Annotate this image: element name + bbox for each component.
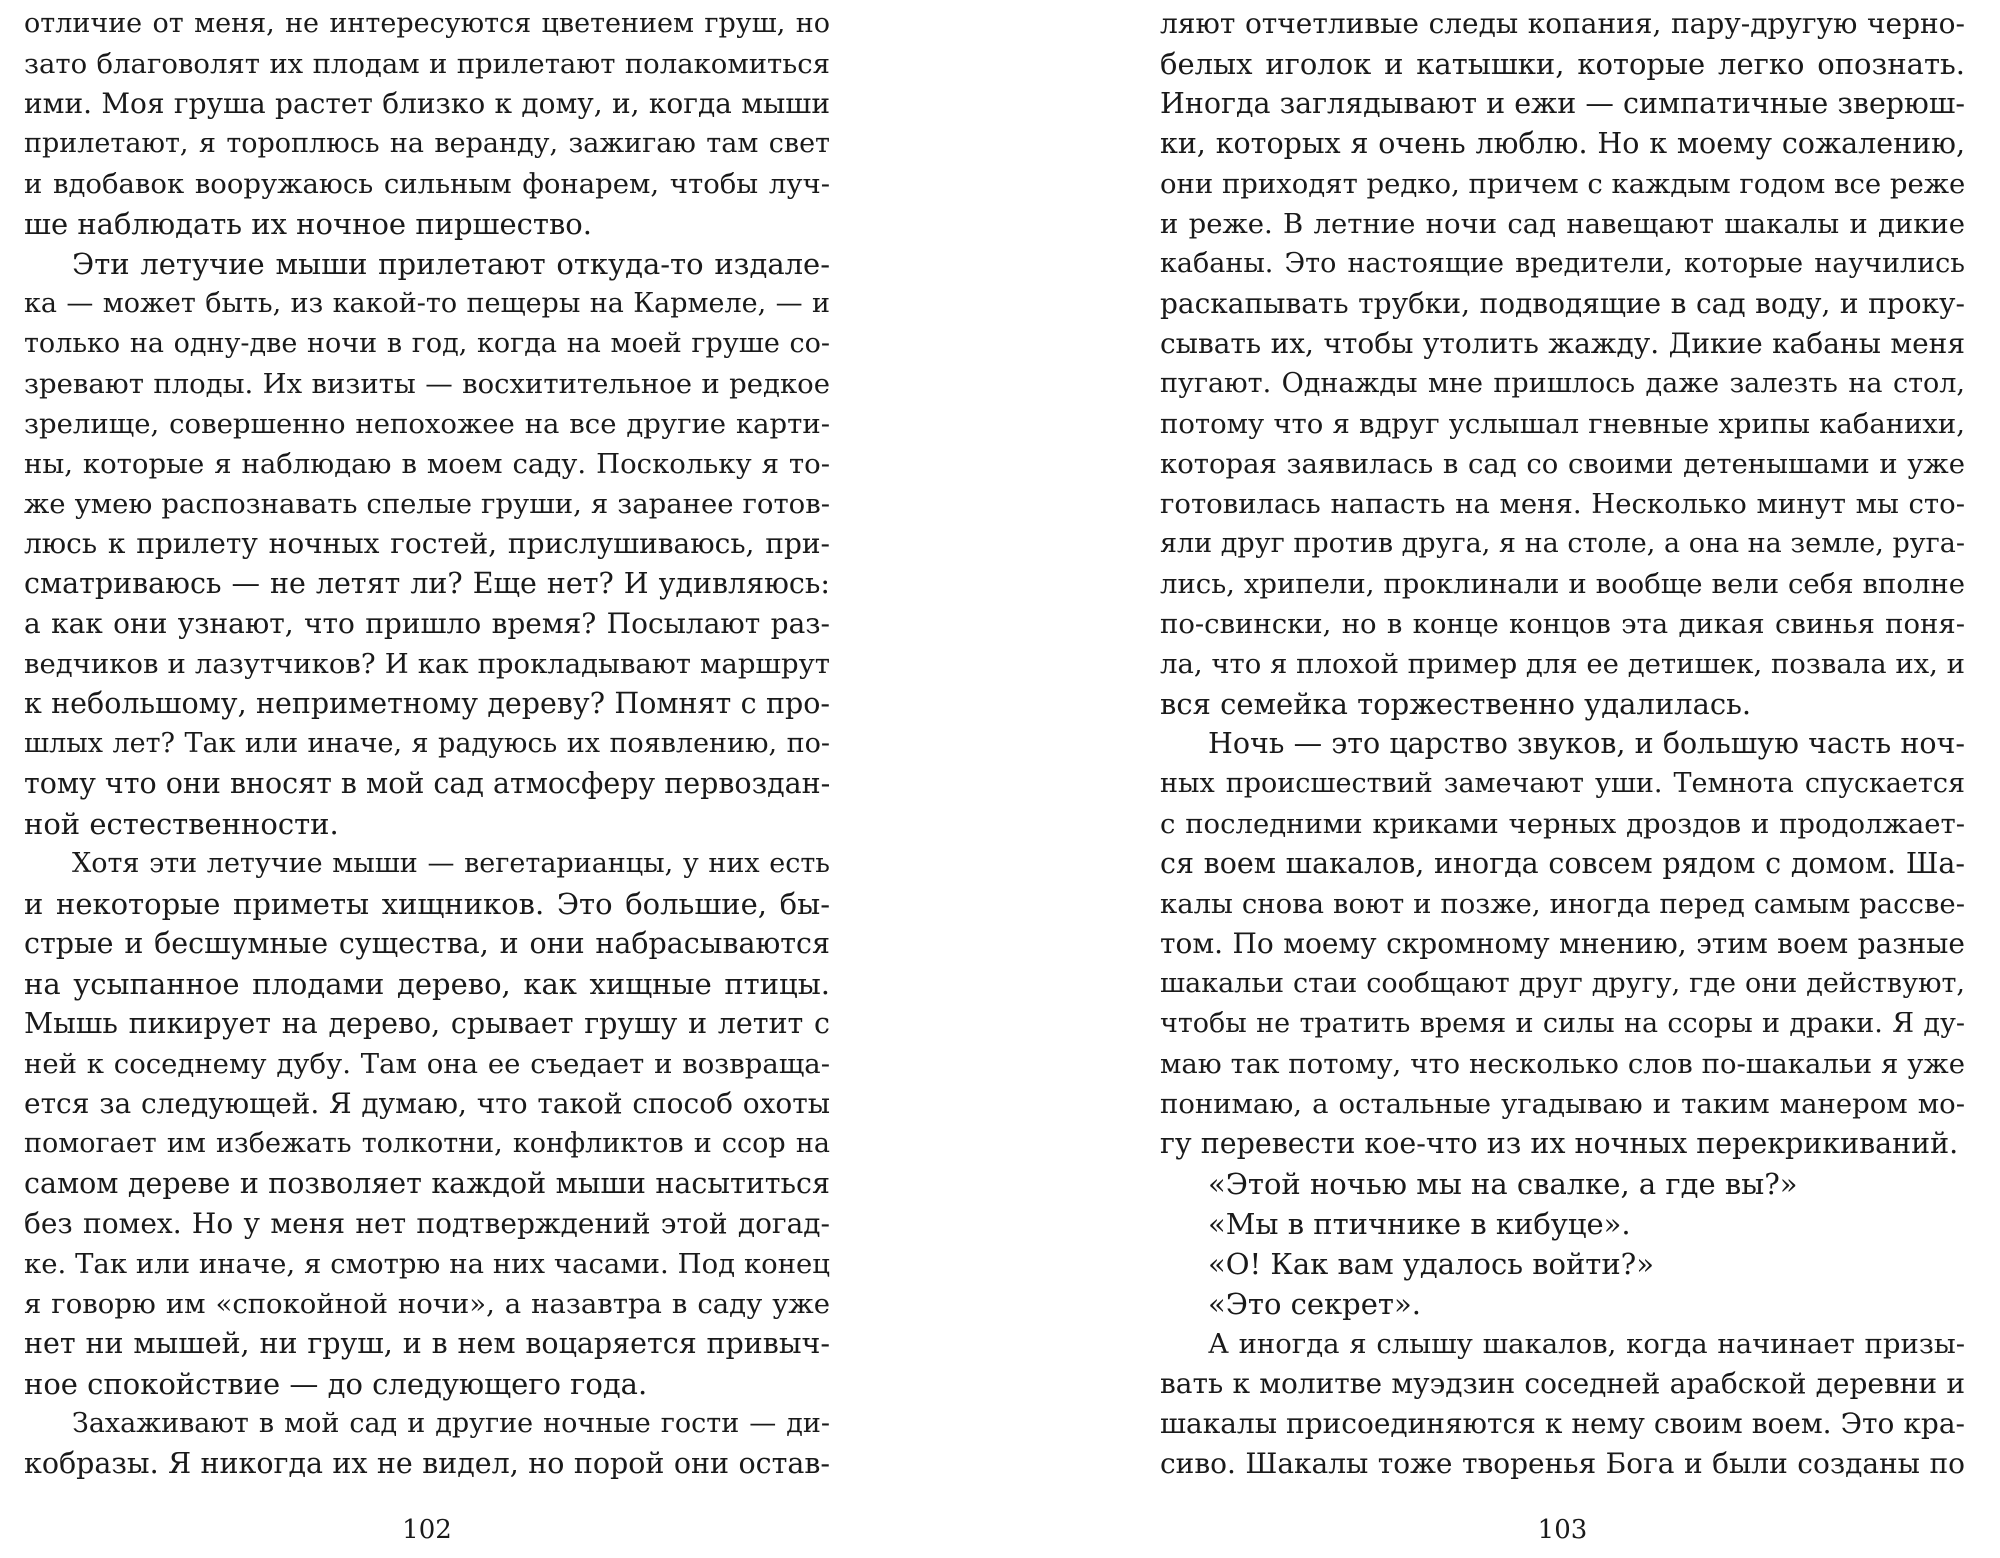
text-line: калы снова воют и позже, иногда перед самым рассве- [1160, 888, 1965, 920]
right-page [1160, 0, 1965, 1558]
text-line: Эти летучие мыши прилетают откуда-то издале- [72, 247, 830, 281]
text-line: по-свински, но в конце концов эта дикая свинья поня- [1160, 608, 1965, 640]
text-line: маю так потому, что несколько слов по-шакальи я уже [1160, 1048, 1965, 1080]
text-line: ны, которые я наблюдаю в моем саду. Поскольку я то- [24, 448, 830, 480]
text-line: ими. Моя груша растет близко к дому, и, когда мыши [24, 87, 830, 120]
text-line: вся семейка торжественно удалилась. [1160, 687, 1752, 721]
text-line: тому что они вносят в мой сад атмосферу первоздан- [24, 767, 831, 800]
text-line: готовилась напасть на меня. Несколько минут мы сто- [1160, 488, 1965, 520]
left-page-text [24, 4, 830, 1484]
right-page-number: 103 [1537, 1515, 1588, 1545]
text-line: «О! Как вам удалось войти?» [1208, 1247, 1654, 1281]
text-line: шакалы присоединяются к нему своим воем. Это кра- [1160, 1407, 1965, 1440]
text-line: кобразы. Я никогда их не видел, но порой они остав- [24, 1447, 830, 1480]
text-line: они приходят редко, причем с каждым годом все реже [1160, 168, 1966, 200]
text-line: на усыпанное плодами дерево, как хищные птицы. [24, 967, 830, 1001]
text-line: гу перевести кое-что из их ночных перекрикиваний. [1160, 1127, 1959, 1160]
text-line: зато благоволят их плодам и прилетают полакомиться [24, 48, 830, 80]
text-line: ведчиков и лазутчиков? И как прокладывают маршрут [24, 648, 830, 680]
text-line: я говорю им «спокойной ночи», а назавтра в саду уже [24, 1288, 830, 1320]
text-line: «Мы в птичнике в кибуце». [1208, 1207, 1631, 1241]
text-line: отличие от меня, не интересуются цветением груш, но [24, 8, 830, 39]
text-line: и вдобавок вооружаюсь сильным фонарем, чтобы луч- [24, 168, 830, 200]
text-line: ка — может быть, из какой-то пещеры на Кармеле, — и [24, 288, 830, 319]
text-line: белых иголок и катышки, которые легко опознать. [1160, 47, 1965, 81]
text-line: вать к молитве муэдзин соседней арабской деревни и [1160, 1367, 1965, 1400]
text-line: понимаю, а остальные угадываю и таким манером мо- [1160, 1088, 1965, 1120]
text-line: Мышь пикирует на дерево, срывает грушу и летит с [24, 1007, 830, 1040]
text-line: люсь к прилету ночных гостей, прислушиваюсь, при- [24, 527, 830, 560]
text-line: без помех. Но у меня нет подтверждений этой догад- [24, 1207, 830, 1240]
text-line: и некоторые приметы хищников. Это большие, бы- [24, 887, 830, 921]
text-line: шакальи стаи сообщают друг другу, где они действуют, [1160, 968, 1965, 999]
text-line: раскапывать трубки, подводящие в сад воду, и проку- [1160, 287, 1965, 320]
text-line: пугают. Однажды мне пришлось даже залезть на стол, [1160, 368, 1965, 399]
text-line: ла, что я плохой пример для ее детишек, позвала их, и [1160, 648, 1965, 680]
text-line: «Этой ночью мы на свалке, а где вы?» [1208, 1167, 1798, 1201]
text-line: ся воем шакалов, иногда совсем рядом с домом. Ша- [1160, 847, 1965, 880]
text-line: шлых лет? Так или иначе, я радуюсь их появлению, по- [24, 728, 830, 759]
text-line: ней к соседнему дубу. Там она ее съедает и возвраща- [24, 1048, 830, 1080]
text-line: ке. Так или иначе, я смотрю на них часами. Под конец [24, 1248, 830, 1280]
text-line: сиво. Шакалы тоже творенья Бога и были созданы по [1160, 1447, 1965, 1480]
text-line: том. По моему скромному мнению, этим воем разные [1160, 927, 1965, 960]
text-line: Хотя эти летучие мыши — вегетарианцы, у них есть [72, 848, 830, 879]
text-line: зрелище, совершенно непохожее на все другие карти- [24, 408, 830, 440]
text-line: ных происшествий замечают уши. Темнота спускается [1160, 768, 1965, 799]
text-line: помогает им избежать толкотни, конфликтов и ссор на [24, 1128, 830, 1159]
text-line: «Это секрет». [1208, 1287, 1421, 1321]
text-line: сматриваюсь — не летят ли? Еще нет? И удивляюсь: [24, 567, 830, 600]
text-line: ляют отчетливые следы копания, пару-другую черно- [1160, 7, 1965, 40]
text-line: зревают плоды. Их визиты — восхитительное и редкое [24, 368, 830, 400]
text-line: ки, которых я очень люблю. Но к моему сожалению, [1160, 127, 1965, 160]
text-line: ной естественности. [24, 807, 339, 841]
text-line: яли друг против друга, я на столе, а она на земле, руга- [1160, 528, 1965, 559]
text-line: Иногда заглядывают и ежи — симпатичные зверюш- [1160, 87, 1965, 120]
text-line: лись, хрипели, проклинали и вообще вели себя вполне [1160, 568, 1965, 600]
text-line: с последними криками черных дроздов и продолжает- [1160, 808, 1965, 840]
text-line: нет ни мышей, ни груш, и в нем воцаряется привыч- [24, 1327, 830, 1360]
text-line: потому что я вдруг услышал гневные хрипы кабанихи, [1160, 408, 1965, 440]
text-line: прилетают, я тороплюсь на веранду, зажигаю там свет [24, 128, 830, 159]
text-line: ше наблюдать их ночное пиршество. [24, 207, 592, 241]
text-line: чтобы не тратить время и силы на ссоры и драки. Я ду- [1160, 1008, 1965, 1039]
text-line: сывать их, чтобы утолить жажду. Дикие кабаны меня [1160, 327, 1965, 360]
text-line: самом дереве и позволяет каждой мыши насытиться [24, 1167, 830, 1200]
text-line: стрые и бесшумные существа, и они набрасываются [24, 927, 830, 960]
text-line: а как они узнают, что пришло время? Посылают раз- [24, 607, 830, 640]
left-page [24, 0, 830, 1558]
text-line: только на одну-две ночи в год, когда на моей груше со- [24, 328, 830, 359]
text-line: Ночь — это царство звуков, и большую часть ноч- [1208, 727, 1965, 760]
left-page-number: 102 [402, 1515, 452, 1545]
text-line: ное спокойствие — до следующего года. [24, 1367, 648, 1401]
text-line: Захаживают в мой сад и другие ночные гости — ди- [72, 1408, 830, 1439]
text-line: к небольшому, неприметному дереву? Помнят с про- [24, 687, 830, 720]
text-line: которая заявилась в сад со своими детенышами и уже [1160, 448, 1965, 480]
text-line: А иногда я слышу шакалов, когда начинает призы- [1208, 1328, 1965, 1360]
text-line: же умею распознавать спелые груши, я заранее готов- [24, 488, 830, 520]
right-page-text [1160, 4, 1965, 1484]
text-line: и реже. В летние ночи сад навещают шакалы и дикие [1160, 208, 1965, 240]
text-line: ется за следующей. Я думаю, что такой способ охоты [24, 1087, 830, 1120]
text-line: кабаны. Это настоящие вредители, которые научились [1160, 248, 1965, 279]
